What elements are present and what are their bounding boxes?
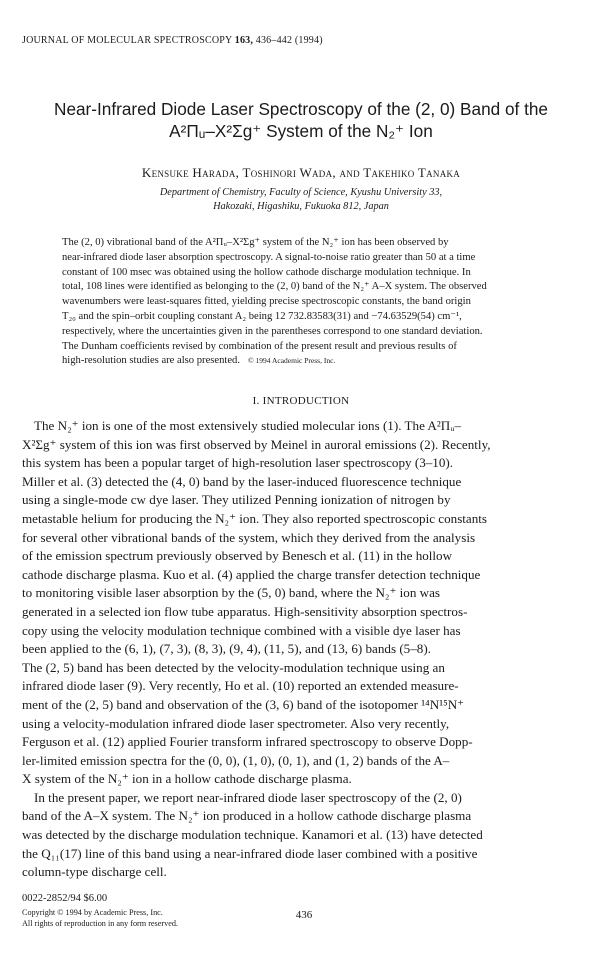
affiliation-line: Hakozaki, Higashiku, Fukuoka 812, Japan — [213, 201, 389, 212]
abstract-line: wavenumbers were least-squares fitted, yielding precise spectroscopic constants, the band origin — [62, 296, 471, 308]
abstract-line: high-resolution studies are also presented. — [62, 355, 240, 367]
body-line: X²Σg⁺ system of this ion was first observed by Meinel in auroral emissions (2). Recently, — [22, 436, 491, 452]
volume-number: 163, — [234, 35, 254, 46]
abstract-line: constant of 100 msec was obtained using the hollow cathode discharge modulation technique. In — [62, 266, 471, 278]
body-line: been applied to the (6, 1), (7, 3), (8, 3), (9, 4), (11, 5), and (13, 6) bands (5–8). — [22, 641, 431, 657]
body-line: The N₂⁺ ion is one of the most extensively studied molecular ions (1). The A²Πᵤ– — [34, 418, 462, 433]
footer-copyright: Copyright © 1994 by Academic Press, Inc. — [22, 908, 163, 917]
body-line: Miller et al. (3) detected the (4, 0) band by the laser-induced fluorescence technique — [22, 473, 462, 489]
paper-title — [40, 98, 562, 142]
body-line: In the present paper, we report near-infrared diode laser spectroscopy of the (2, 0) — [34, 789, 462, 805]
affiliation-line: Department of Chemistry, Faculty of Science, Kyushu University 33, — [159, 187, 443, 198]
abstract-line: T₂₀ and the spin–orbit coupling constant A₂ being 12 732.83583(31) and −74.63529(54) cm⁻¹, — [62, 310, 462, 322]
page-number: 436 — [295, 909, 313, 921]
body-line: Ferguson et al. (12) applied Fourier transform infrared spectroscopy to observe Dopp- — [22, 734, 473, 750]
title-line: A²Πᵤ–X²Σg⁺ System of the N₂⁺ Ion — [169, 121, 433, 141]
body-line: the Q₁₁(17) line of this band using a near-infrared diode laser combined with a positive — [22, 845, 478, 861]
abstract-line: The (2, 0) vibrational band of the A²Πᵤ–X²Σg⁺ system of the N₂⁺ ion has been observed by — [62, 237, 449, 248]
authors-text: Kensuke Harada, Toshinori Wada, and Takehiko Tanaka — [141, 165, 461, 180]
body-line: The (2, 5) band has been detected by the velocity-modulation technique using an — [22, 659, 445, 675]
body-line: infrared diode laser (9). Very recently, Ho et al. (10) reported an extended measure- — [22, 678, 459, 694]
body-line: for several other vibrational bands of the system, which they derived from the analysis — [22, 529, 476, 545]
abstract-line: near-infrared diode laser absorption spectroscopy. A signal-to-noise ratio greater than 50 at a time — [62, 251, 476, 263]
section-heading: I. INTRODUCTION — [252, 395, 350, 407]
running-head — [22, 35, 582, 46]
body-line: cathode discharge plasma. Kuo et al. (4) applied the charge transfer detection technique — [22, 566, 481, 582]
body-line: of the emission spectrum previously observed by Benesch et al. (11) in the hollow — [22, 548, 453, 564]
body-line: band of the A–X system. The N₂⁺ ion produced in a hollow cathode discharge plasma — [22, 808, 472, 824]
body-line: ler-limited emission spectra for the (0, 0), (1, 0), (0, 1), and (1, 2) bands of the A– — [22, 752, 450, 768]
body-line: to monitoring visible laser absorption by the (5, 0) band, where the N₂⁺ ion was — [22, 585, 441, 601]
body-line: copy using the velocity modulation technique combined with a visible dye laser has — [22, 622, 461, 638]
body-line: ment of the (2, 5) band and observation of the (3, 6) band of the isotopomer ¹⁴N¹⁵N⁺ — [22, 696, 465, 712]
body-text — [22, 417, 582, 882]
body-line: metastable helium for producing the N₂⁺ ion. They also reported spectroscopic constants — [22, 510, 488, 526]
body-line: generated in a selected ion flow tube apparatus. High-sensitivity absorption spectros- — [22, 603, 468, 619]
author-list — [40, 165, 562, 181]
body-line: column-type discharge cell. — [22, 864, 167, 880]
article-code: 0022-2852/94 $6.00 — [22, 893, 108, 904]
page-range-year: 436–442 (1994) — [255, 35, 323, 46]
body-line: was detected by the discharge modulation technique. Kanamori et al. (13) have detected — [22, 827, 483, 843]
article-footer — [22, 892, 272, 929]
journal-name: JOURNAL OF MOLECULAR SPECTROSCOPY — [22, 35, 233, 46]
body-line: using a single-mode cw dye laser. They utilized Penning ionization of nitrogen by — [22, 492, 451, 508]
body-line: this system has been a popular target of high-resolution laser spectroscopy (3–10). — [22, 455, 454, 471]
abstract-line: respectively, where the uncertainties given in the parentheses correspond to one standard deviation. — [62, 325, 483, 337]
abstract-line: The Dunham coefficients revised by combination of the present result and previous results of — [62, 340, 457, 352]
affiliation — [40, 186, 562, 214]
abstract-line: total, 108 lines were identified as belonging to the (2, 0) band of the N₂⁺ A–X system. The observed — [62, 281, 487, 293]
title-line: Near-Infrared Diode Laser Spectroscopy of the (2, 0) Band of the — [54, 99, 548, 119]
abstract-copyright: © 1994 Academic Press, Inc. — [247, 356, 336, 366]
abstract — [62, 236, 542, 369]
body-line: X system of the N₂⁺ ion in a hollow cathode discharge plasma. — [22, 771, 352, 787]
body-line: using a velocity-modulation infrared diode laser spectrometer. Also very recently, — [22, 715, 450, 731]
footer-rights: All rights of reproduction in any form reserved. — [22, 919, 178, 928]
abstract-last-line — [62, 354, 542, 369]
